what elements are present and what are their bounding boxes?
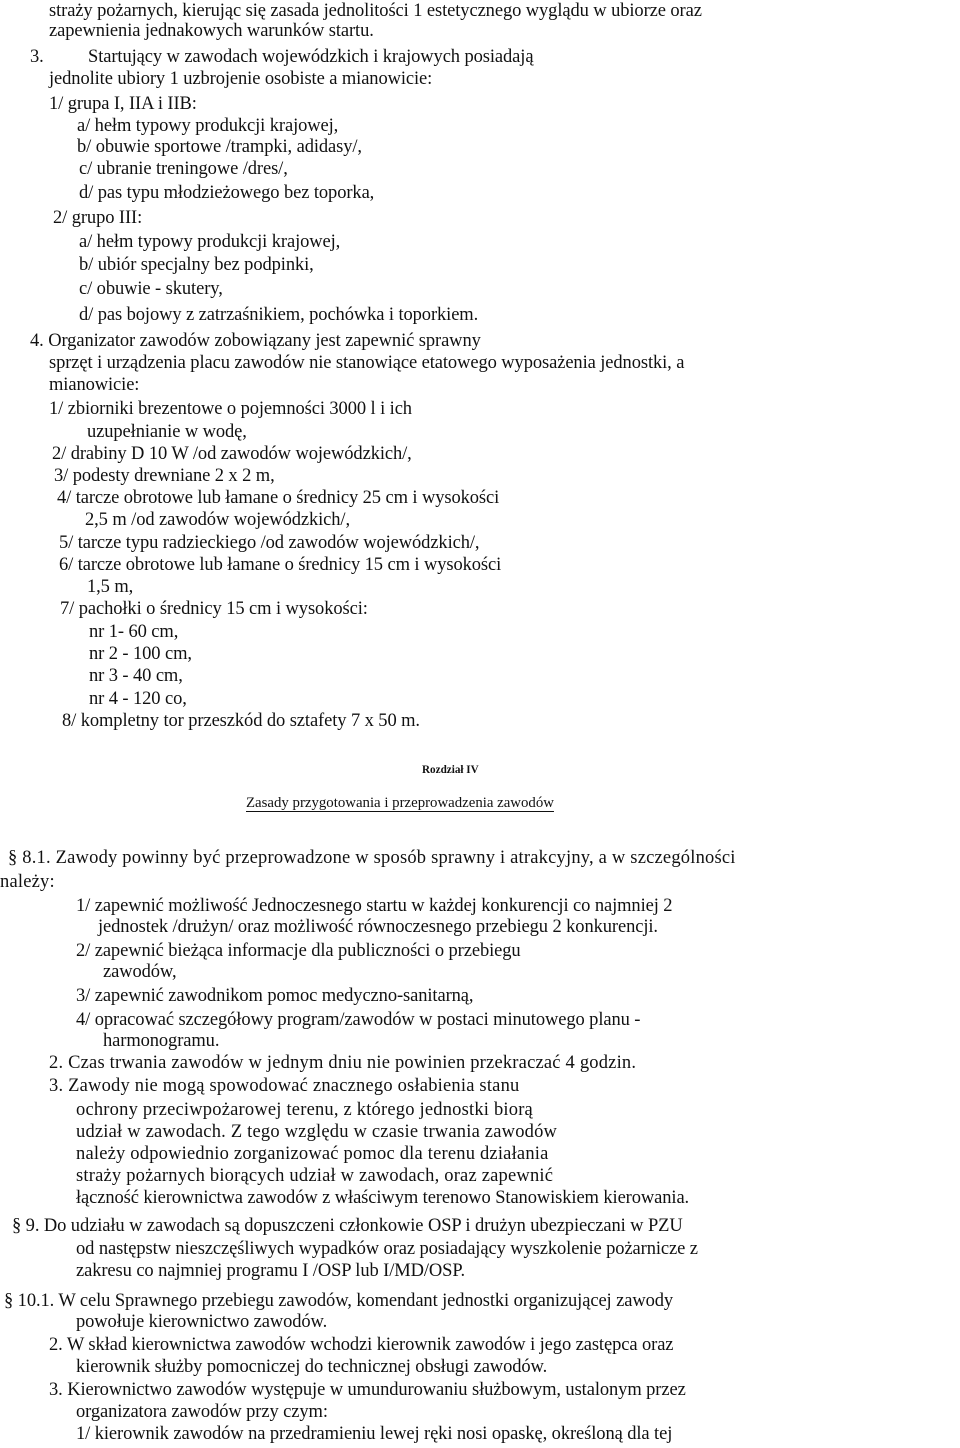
list-item: a/ hełm typowy produkcji krajowej, [77,116,339,136]
text-line: od następstw nieszczęśliwych wypadków oraz posiadający wyszkolenie pożarnicze z [76,1239,698,1259]
list-item: 1/ grupa I, IIA i IIB: [49,94,197,114]
text-line: kierownik służby pomocniczej do technicznej obsługi zawodów. [76,1357,548,1377]
text-line: 3. Zawody nie mogą spowodować znacznego osłabienia stanu [49,1076,520,1096]
list-item: 4/ opracować szczegółowy program/zawodów w postaci minutowego planu - [76,1010,641,1030]
list-item: 1/ zbiorniki brezentowe o pojemności 3000 l i ich [49,399,412,419]
chapter-subheading: Zasady przygotowania i przeprowadzenia zawodów [246,795,554,811]
text-line: jednolite ubiory 1 uzbrojenie osobiste a mianowicie: [49,69,433,89]
list-item: jednostek /drużyn/ oraz możliwość równoczesnego przebiegu 2 konkurencji. [98,917,658,937]
list-item: c/ ubranie treningowe /dres/, [79,159,288,179]
list-item: 2/ zapewnić bieżąca informacje dla publiczności o przebiegu [76,941,521,961]
text-line: powołuje kierownictwo zawodów. [76,1312,328,1332]
text-line: straży pożarnych, kierując się zasada jednolitości 1 estetycznego wyglądu w ubiorze oraz [49,1,702,21]
list-item: harmonogramu. [103,1031,220,1051]
list-item: b/ ubiór specjalny bez podpinki, [79,255,314,275]
text-line: należy: [0,872,55,892]
list-item: nr 3 - 40 cm, [89,666,183,686]
list-item: nr 4 - 120 co, [89,689,187,709]
list-item: 1,5 m, [87,577,134,597]
list-item: b/ obuwie sportowe /trampki, adidasy/, [77,137,362,157]
list-item: 1/ zapewnić możliwość Jednoczesnego startu w każdej konkurencji co najmniej 2 [76,896,673,916]
text-line: organizatora zawodów przy czym: [76,1402,328,1422]
list-item: zawodów, [103,962,177,982]
list-item: 3/ podesty drewniane 2 x 2 m, [54,466,275,486]
text-line: sprzęt i urządzenia placu zawodów nie stanowiące etatowego wyposażenia jednostki, a [49,353,685,373]
list-item: 2/ drabiny D 10 W /od zawodów wojewódzkich/, [52,444,412,464]
list-item: 5/ tarcze typu radzieckiego /od zawodów wojewódzkich/, [59,533,480,553]
text-line: 2. W skład kierownictwa zawodów wchodzi kierownik zawodów i jego zastępca oraz [49,1335,674,1355]
list-item: 2/ grupo III: [53,208,143,228]
section-line: § 9. Do udziału w zawodach są dopuszczeni członkowie OSP i drużyn ubezpieczani w PZU [12,1216,683,1236]
text-line: udział w zawodach. Z tego względu w czasie trwania zawodów [76,1122,558,1142]
text-line: ochrony przeciwpożarowej terenu, z którego jednostki biorą [76,1100,533,1120]
text-line: mianowicie: [49,375,140,395]
list-item: nr 2 - 100 cm, [89,644,192,664]
list-item: nr 1- 60 cm, [89,622,179,642]
list-item: 8/ kompletny tor przeszkód do sztafety 7 x 50 m. [62,711,420,731]
chapter-heading: Rozdział IV [422,764,479,776]
text-line: należy odpowiednio zorganizować pomoc dla terenu działania [76,1144,549,1164]
list-item: uzupełnianie w wodę, [87,422,247,442]
list-item: 2,5 m /od zawodów wojewódzkich/, [85,510,350,530]
text-line: zakresu co najmniej programu I /OSP lub I/MD/OSP. [76,1261,466,1281]
list-item: d/ pas typu młodzieżowego bez toporka, [79,183,375,203]
section-line: § 10.1. W celu Sprawnego przebiegu zawodów, komendant jednostki organizującej zawody [4,1291,674,1311]
text-line: 2. Czas trwania zawodów w jednym dniu nie powinien przekraczać 4 godzin. [49,1053,637,1073]
section-number: 3. [30,47,44,67]
list-item: c/ obuwie - skutery, [79,279,223,299]
text-line: 1/ kierownik zawodów na przedramieniu lewej ręki nosi opaskę, określoną dla tej [76,1424,673,1444]
list-item: 7/ pachołki o średnicy 15 cm i wysokości: [60,599,368,619]
list-item: 6/ tarcze obrotowe lub łamane o średnicy 15 cm i wysokości [59,555,502,575]
text-line: 4. Organizator zawodów zobowiązany jest zapewnić sprawny [30,331,481,351]
text-line: Startujący w zawodach wojewódzkich i krajowych posiadają [88,47,534,67]
list-item: 4/ tarcze obrotowe lub łamane o średnicy 25 cm i wysokości [57,488,500,508]
text-line: straży pożarnych biorących udział w zawodach, oraz zapewnić [76,1166,554,1186]
section-line: § 8.1. Zawody powinny być przeprowadzone w sposób sprawny i atrakcyjny, a w szczególności [8,848,736,868]
list-item: d/ pas bojowy z zatrzaśnikiem, pochówka i toporkiem. [79,305,479,325]
list-item: a/ hełm typowy produkcji krajowej, [79,232,341,252]
text-line: 3. Kierownictwo zawodów występuje w umundurowaniu służbowym, ustalonym przez [49,1380,686,1400]
list-item: 3/ zapewnić zawodnikom pomoc medyczno-sanitarną, [76,986,474,1006]
text-line: zapewnienia jednakowych warunków startu. [49,21,374,41]
text-line: łączność kierownictwa zawodów z właściwym terenowo Stanowiskiem kierowania. [76,1188,690,1208]
